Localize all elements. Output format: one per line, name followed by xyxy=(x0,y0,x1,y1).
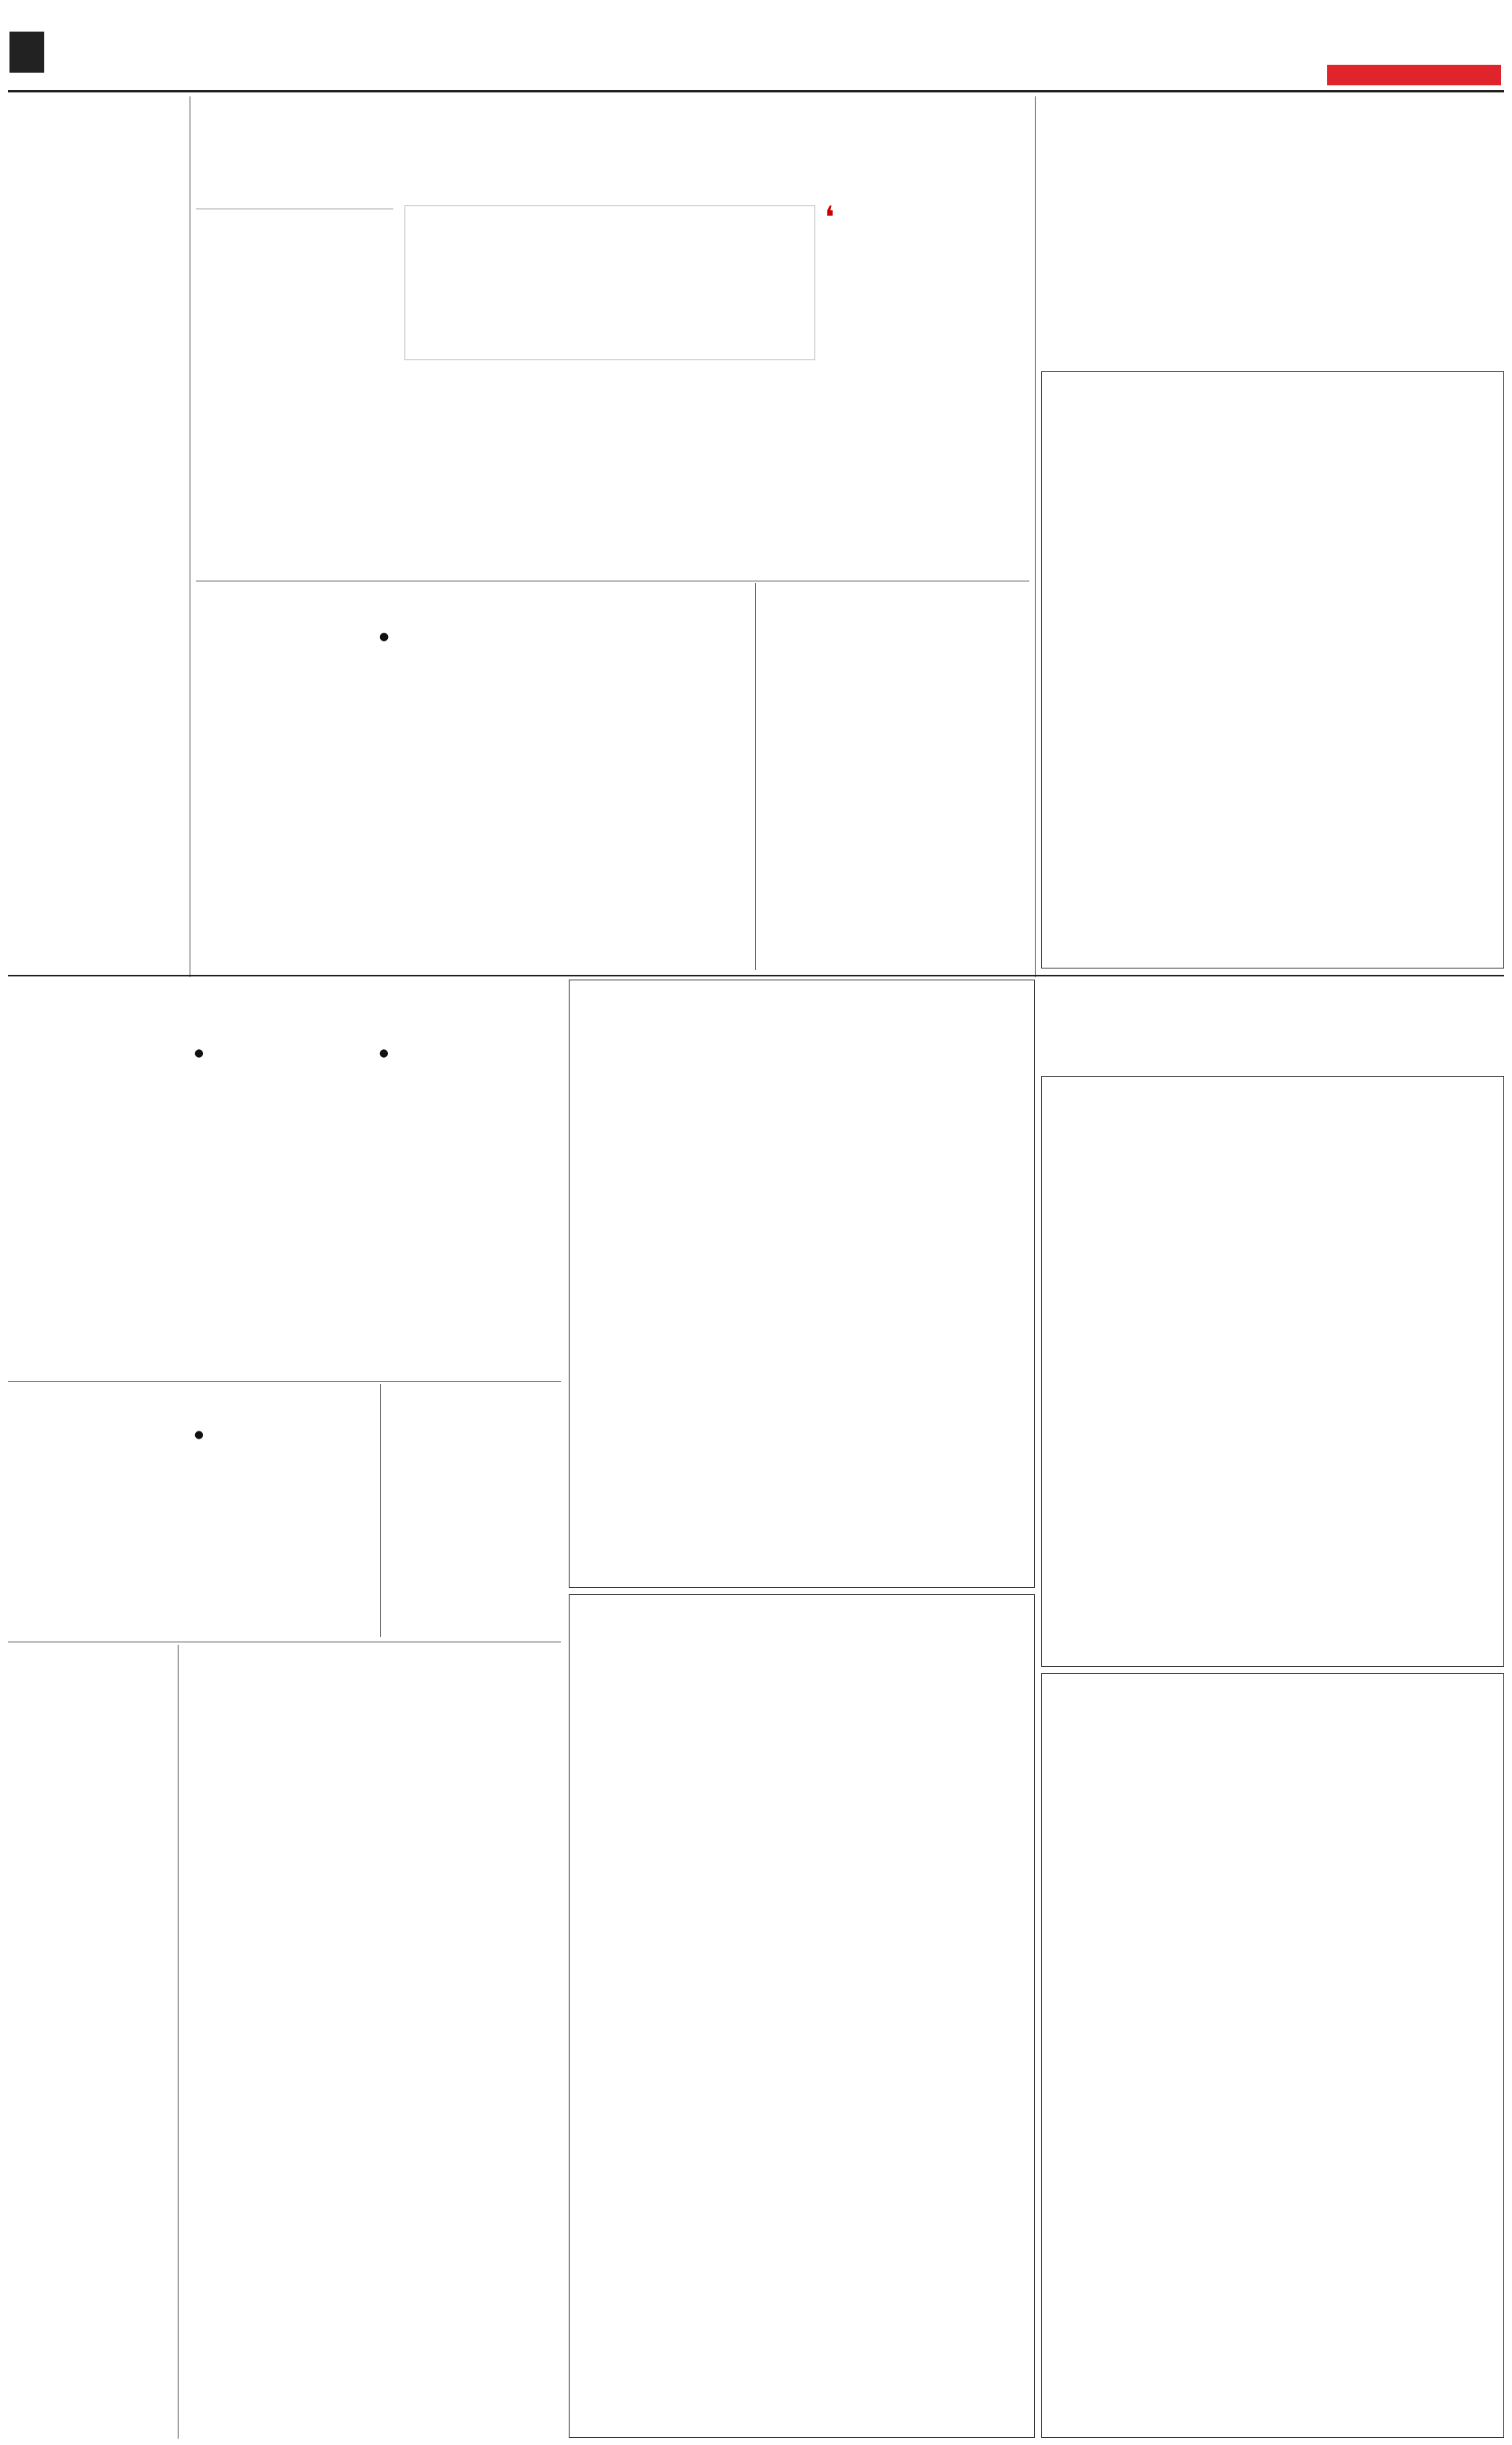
story-holi xyxy=(8,1645,174,2439)
story-masjid-body xyxy=(8,1092,561,1373)
quote-mark-icon: ❛ xyxy=(825,205,835,235)
story-lead xyxy=(196,96,1029,578)
bullet-icon: ● xyxy=(379,630,389,643)
bullet-icon: ● xyxy=(194,1047,204,1059)
story-lead-col3 xyxy=(825,332,1026,573)
story-daroga xyxy=(8,1384,375,1637)
story-daroga-body xyxy=(8,1427,375,1634)
story-trains-body xyxy=(1041,183,1504,362)
col-divider xyxy=(380,1384,381,1637)
section-rule xyxy=(8,975,1504,976)
section-rule xyxy=(8,1381,561,1382)
col-divider xyxy=(755,583,756,970)
col-divider xyxy=(178,1645,179,2439)
gram-notices xyxy=(183,1645,561,2439)
story-lead-aside xyxy=(825,205,1026,324)
story-book xyxy=(196,583,749,970)
notice-rural-bareilly xyxy=(1041,371,1504,969)
bullet-icon: ● xyxy=(379,1047,389,1059)
story-powerblock xyxy=(762,583,1030,970)
masthead-rule xyxy=(8,90,1504,92)
story-trains xyxy=(1041,96,1504,365)
notice-pwd-circle-2 xyxy=(1041,1076,1504,1667)
story-masjid-h1 xyxy=(194,1046,360,1061)
notice-rural-budaun xyxy=(569,1594,1035,2438)
page-number-badge xyxy=(9,32,44,73)
story-lead-col1 xyxy=(196,227,395,574)
bullet-icon: ● xyxy=(194,1428,204,1441)
story-lead-byline xyxy=(196,205,393,209)
masthead xyxy=(0,0,1512,93)
col-divider xyxy=(1035,96,1036,977)
story-book-body xyxy=(196,648,749,968)
story-lead-quote xyxy=(404,205,815,360)
brand-url[interactable] xyxy=(1327,65,1501,85)
story-reel xyxy=(386,1384,561,1637)
notice-pwd-circle-1 xyxy=(569,980,1035,1588)
story-masjid xyxy=(8,980,561,1376)
story-lead-col2 xyxy=(404,369,815,574)
story-book-highlight xyxy=(379,629,561,645)
notice-pwd-budaun xyxy=(1041,1673,1504,2438)
story-masjid-h2 xyxy=(379,1046,557,1061)
story-fire xyxy=(8,96,186,973)
